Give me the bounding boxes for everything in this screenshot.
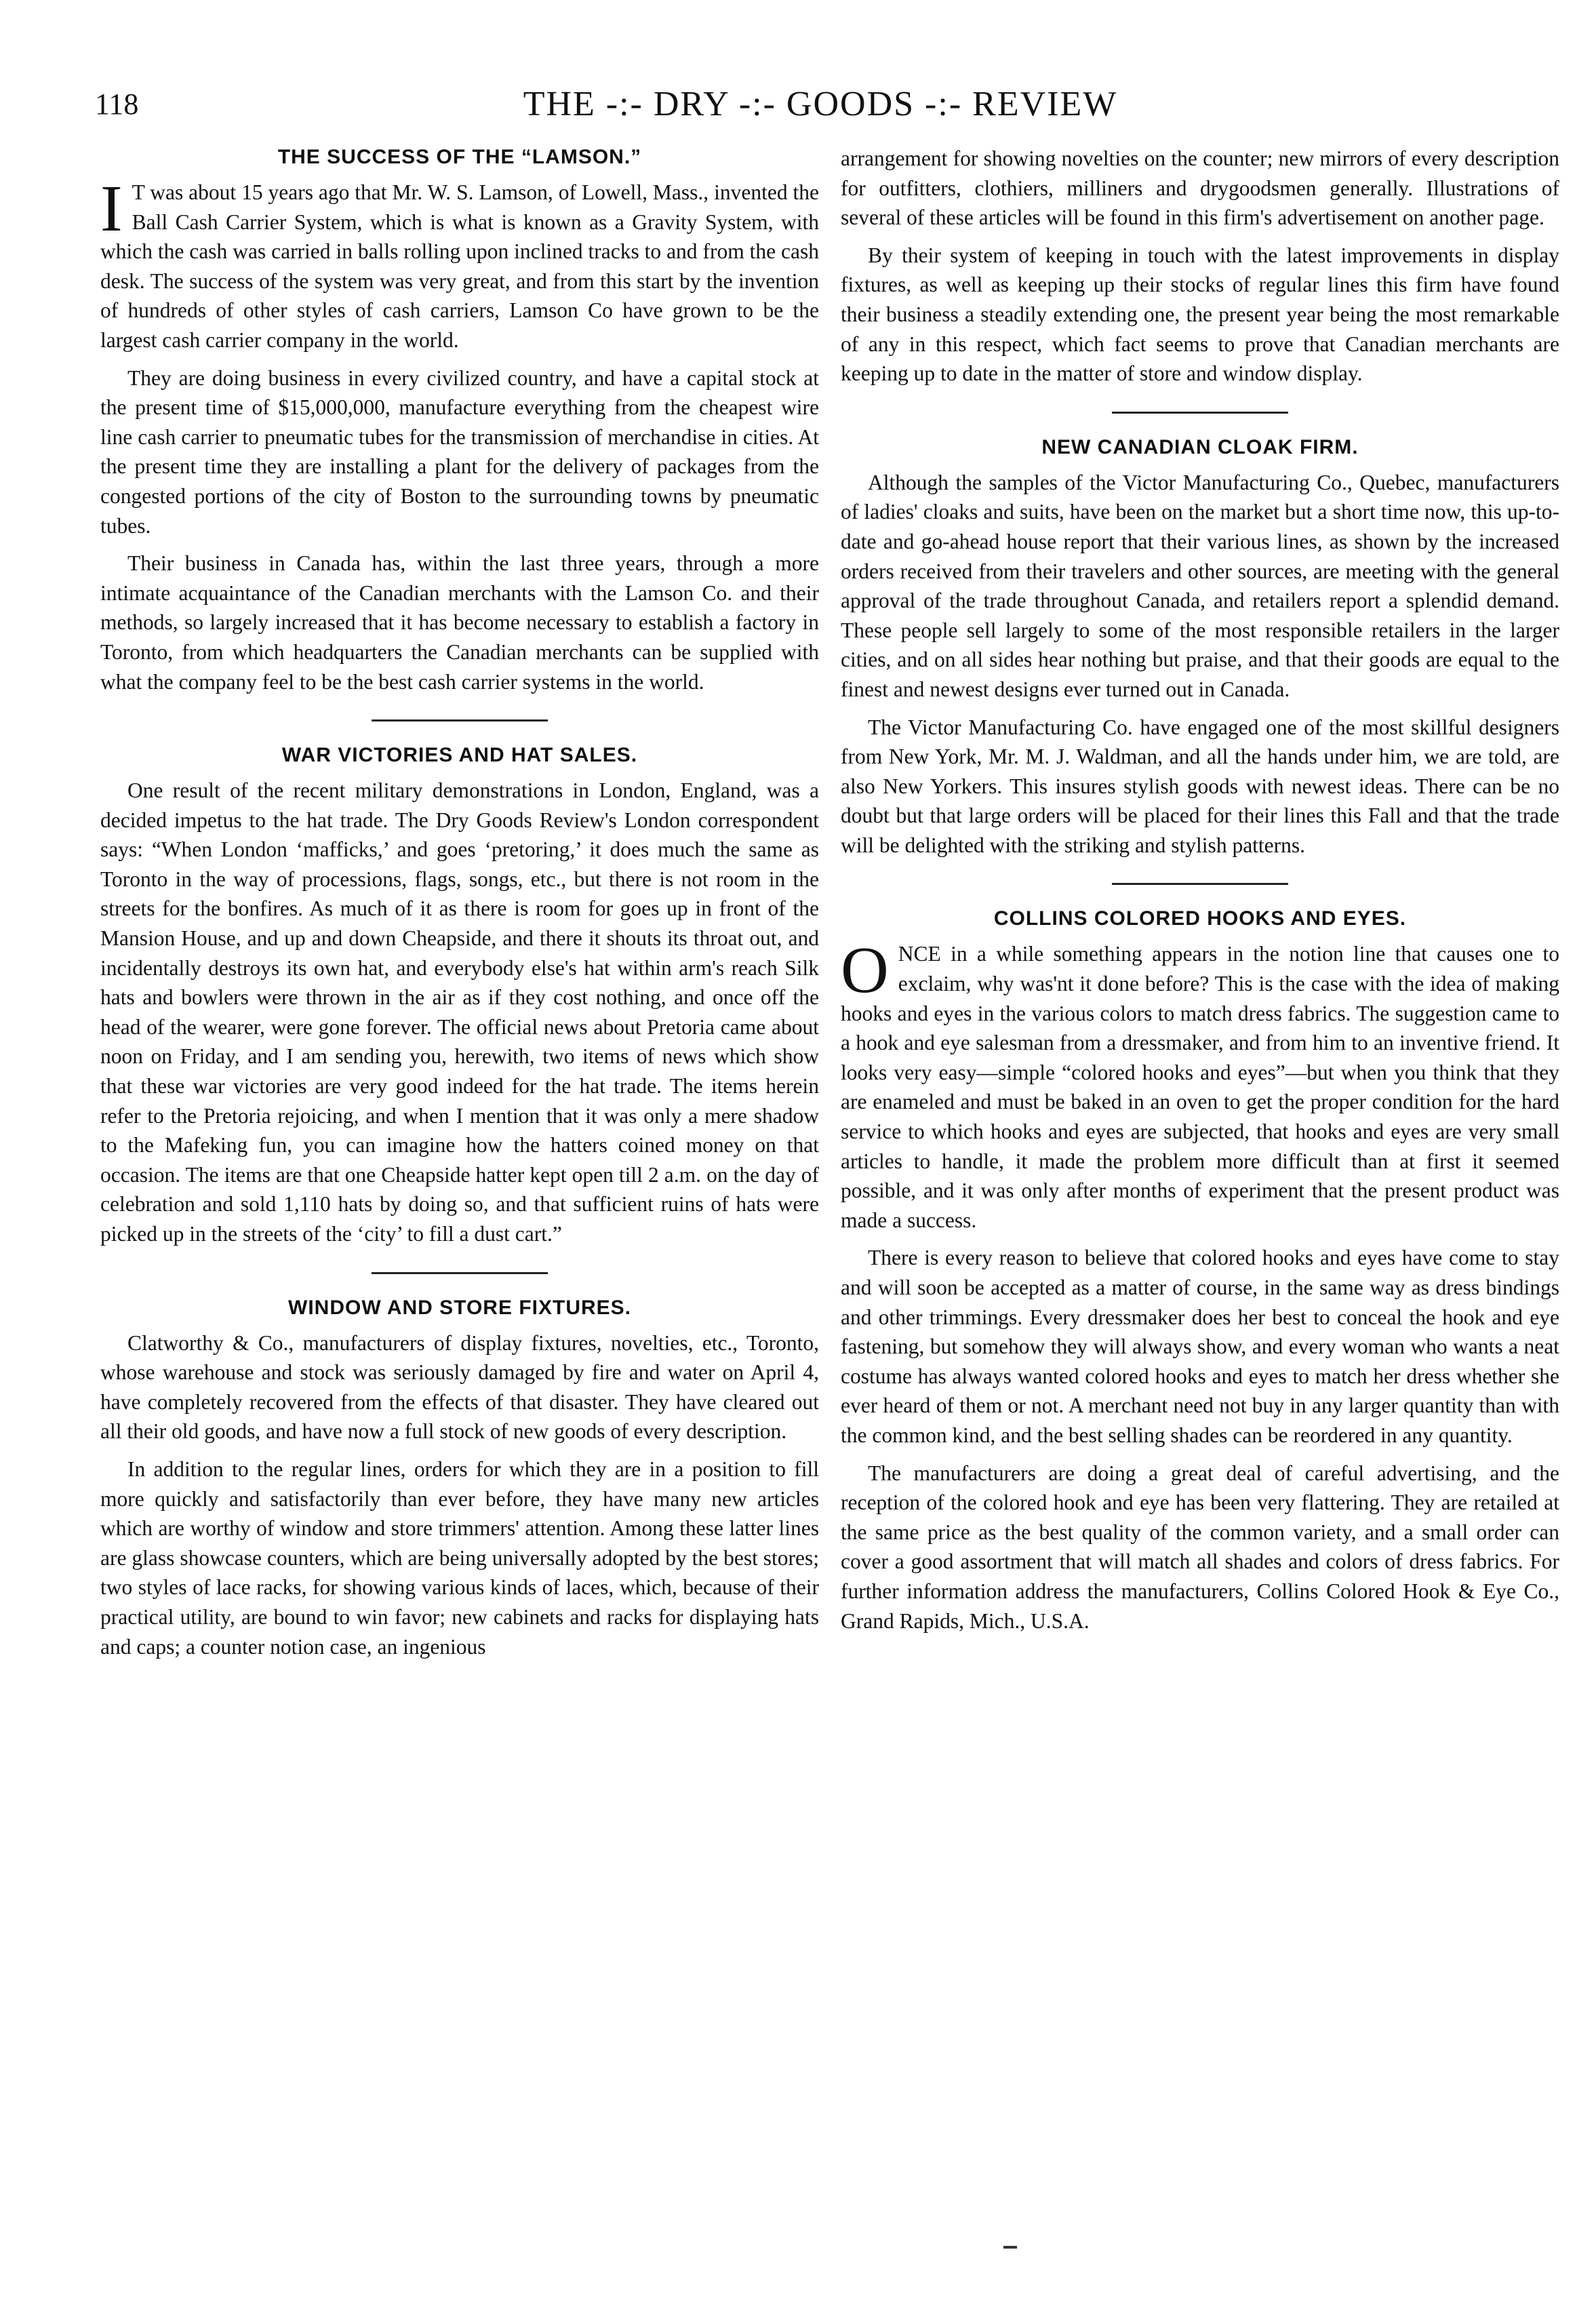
article-paragraph: In addition to the regular lines, orders for which they are in a position to fill more quickly and satisfactorily than ever before, they have many new articles which are worthy of window and store trimmers' attention. Among these latter lines are glass showcase counters, which are being universally adopted by the best stores; two styles of lace racks, for showing various kinds of laces, which, because of their practical utility, are bound to win favor; new cabinets and racks for displaying hats and caps; a counter notion case, an ingenious: [100, 1457, 819, 1659]
article-paragraph: Although the samples of the Victor Manufacturing Co., Quebec, manufacturers of ladies' cloaks and suits, have been on the market but a short time now, this up-to-date and go-ahead house report that their various lines, as shown by the increased orders received from their travelers and other sources, are meeting with the general approval of the trade throughout Canada, and retailers report a splendid demand. These people sell largely to some of the most responsible retailers in the larger cities, and on all sides hear nothing but praise, and that their goods are equal to the finest and newest designs ever turned out in Canada.: [841, 470, 1559, 701]
journal-title: THE -:- DRY -:- GOODS -:- REVIEW: [523, 85, 1118, 123]
article-war-victories: [100, 742, 819, 1249]
article-window-fixtures: [100, 1294, 819, 1662]
left-column: [100, 144, 819, 1669]
article-paragraph: By their system of keeping in touch with the latest improvements in display fixtures, as well as keeping up their stocks of regular lines this firm have found their business a steadily extending one, the present year being the most remarkable of any in this respect, which fact seems to prove that Canadian merchants are keeping up to date in the matter of store and window display.: [841, 243, 1559, 386]
article-hooks-and-eyes: [841, 905, 1559, 1636]
page-header: [95, 80, 1546, 134]
article-paragraph: Clatworthy & Co., manufacturers of display fixtures, novelties, etc., Toronto, whose warehouse and stock was seriously damaged by fire and water on April 4, have completely recovered from the effects of that disaster. They have cleared out all their old goods, and have now a full stock of new goods of every description.: [100, 1330, 819, 1444]
headline-hooks-and-eyes: COLLINS COLORED HOOKS AND EYES.: [993, 907, 1407, 930]
article-cloak-firm: [841, 434, 1559, 861]
headline-lamson: THE SUCCESS OF THE “LAMSON.”: [277, 146, 642, 168]
article-paragraph: The manufacturers are doing a great deal of careful advertising, and the reception of the colored hook and eye has been very flattering. They are retailed at the same price as the best quality of the common variety, and a small order can cover a good assortment that will match all shades and colors of dress fabrics. For further information address the manufacturers, Collins Colored Hook & Eye Co., Grand Rapids, Mich., U.S.A.: [841, 1461, 1559, 1633]
article-paragraph: Their business in Canada has, within the last three years, through a more intimate acquaintance of the Canadian merchants with the Lamson Co. and their methods, so largely increased that it has become necessary to establish a factory in Toronto, from which headquarters the Canadian merchants can be supplied with what the company feel to be the best cash carrier systems in the world.: [100, 551, 819, 694]
drop-cap: I: [100, 172, 123, 245]
headline-cloak-firm: NEW CANADIAN CLOAK FIRM.: [1041, 435, 1359, 458]
right-column: [841, 144, 1559, 1644]
article-paragraph: There is every reason to believe that colored hooks and eyes have come to stay and will soon be accepted as a matter of course, in the same way as dress bindings and other trimmings. Every dressmaker does her best to conceal the hook and eye fastening, but somehow they will always show, and every woman who wants a neat costume has always wanted colored hooks and eyes to match her dress whether she ever heard of them or not. A merchant need not buy in any larger quantity than with the common kind, and the best selling shades can be reordered in any quantity.: [841, 1246, 1559, 1447]
article-paragraph: [841, 934, 1559, 1235]
section-divider: [1112, 412, 1288, 414]
article-paragraph: One result of the recent military demonstrations in London, England, was a decided impetus to the hat trade. The Dry Goods Review's London correspondent says: “When London ‘mafficks,’ and goes ‘pretoring,’ it does much the same as Toronto in the way of processions, flags, songs, etc., but there is not room in the streets for the bonfires. As much of it as there is room for goes up in front of the Mansion House, and up and down Cheapside, and there it shouts its throat out, and incidentally destroys its own hat, and everybody else's hat within arm's reach Silk hats and bowlers were thrown in the air as if they cost nothing, and once off the head of the wearer, were gone forever. The official news about Pretoria came about noon on Friday, and I am sending you, herewith, two items of news which show that these war victories are very good indeed for the hat trade. The items herein refer to the Pretoria rejoicing, and when I mention that it was only a mere shadow to the Mafeking fun, you can imagine how the hatters coined money on that occasion. The items are that one Cheapside hatter kept open till 2 a.m. on the day of celebration and sold 1,110 hats by doing so, and that sufficient ruins of hats were picked up in the streets of the ‘city’ to fill a dust cart.”: [100, 778, 819, 1246]
paragraph-text: NCE in a while something appears in the notion line that causes one to exclaim, why was'nt it done before? This is the case with the idea of making hooks and eyes in the various colors to match dress fabrics. The suggestion came to a hook and eye salesman from a dressmaker, and from him to an inventive friend. It looks very easy—simple “colored hooks and eyes”—but when you think that they are enameled and must be baked in an oven to get the proper condition for the hard service to which hooks and eyes are subjected, that hooks and eyes are very small articles to handle, it made the problem more difficult than at first it seemed possible, and it was only after months of experiment that the present product was made a success.: [841, 942, 1559, 1232]
drop-cap: O: [841, 934, 889, 1008]
article-paragraph: [100, 172, 819, 355]
paragraph-text: T was about 15 years ago that Mr. W. S. Lamson, of Lowell, Mass., invented the Ball Cash Carrier System, which is what is known as a Gravity System, with which the cash was carried in balls rolling upon inclined tracks to and from the cash desk. The success of the system was very great, and from this start by the invention of hundreds of other styles of cash carriers, Lamson Co have grown to be the largest cash carrier company in the world.: [100, 180, 819, 352]
headline-war-victories: WAR VICTORIES AND HAT SALES.: [281, 744, 638, 767]
page-number: 118: [95, 87, 139, 121]
article-paragraph: arrangement for showing novelties on the counter; new mirrors of every description for outfitters, clothiers, milliners and drygoodsmen generally. Illustrations of several of these articles will be found in this firm's advertisement on another page.: [841, 146, 1559, 230]
article-paragraph: The Victor Manufacturing Co. have engaged one of the most skillful designers from New York, Mr. M. J. Waldman, and all the hands under him, we are told, are also New Yorkers. This insures stylish goods with newest ideas. There can be no doubt but that large orders will be placed for their lines this Fall and that the trade will be delighted with the striking and stylish patterns.: [841, 715, 1559, 857]
article-paragraph: They are doing business in every civilized country, and have a capital stock at the present time of $15,000,000, manufacture everything from the cheapest wire line cash carrier to pneumatic tubes for the transmission of merchandise in cities. At the present time they are installing a plant for the delivery of packages from the congested portions of the city of Boston to the surrounding towns by pneumatic tubes.: [100, 365, 819, 538]
article-window-fixtures-continued: [841, 144, 1559, 389]
section-divider: [372, 1272, 548, 1274]
page-end-mark: [1003, 2246, 1017, 2249]
section-divider: [1112, 883, 1288, 885]
headline-window-fixtures: WINDOW AND STORE FIXTURES.: [288, 1296, 631, 1319]
section-divider: [372, 719, 548, 721]
article-lamson: [100, 144, 819, 696]
